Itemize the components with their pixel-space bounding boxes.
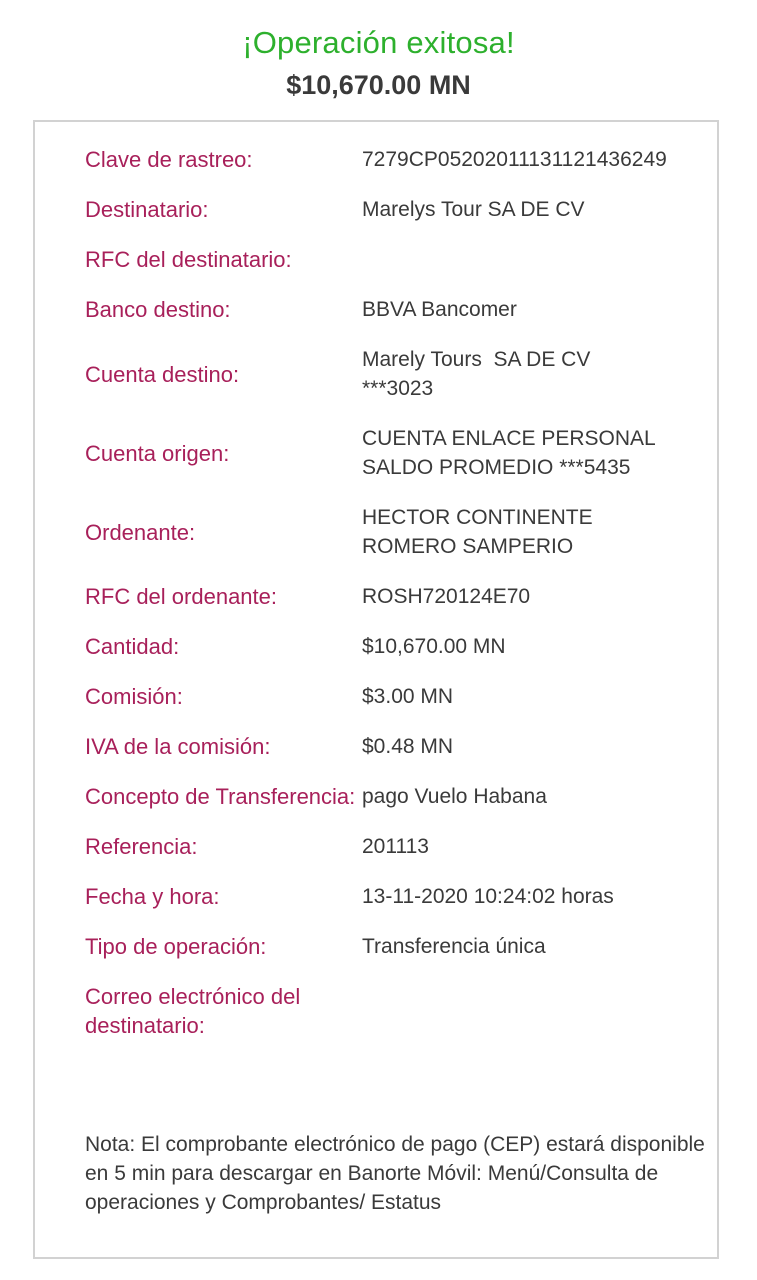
detail-label: RFC del ordenante:: [85, 584, 277, 609]
detail-value: ROSH720124E70: [362, 585, 531, 608]
detail-label: Referencia:: [85, 834, 198, 859]
detail-value: CUENTA ENLACE PERSONAL SALDO PROMEDIO ***5435: [362, 427, 656, 479]
result-header: [0, 0, 757, 105]
detail-value: $3.00 MN: [362, 685, 454, 708]
detail-label: Banco destino:: [85, 297, 231, 322]
detail-value: $0.48 MN: [362, 735, 454, 758]
detail-label: Ordenante:: [85, 519, 196, 545]
detail-value: Marely Tours SA DE CV ***3023: [362, 348, 591, 400]
detail-label: Tipo de operación:: [85, 934, 267, 959]
detail-row-cuenta-destino: [85, 345, 705, 403]
success-title: ¡Operación exitosa!: [242, 25, 515, 60]
detail-value: pago Vuelo Habana: [362, 785, 547, 808]
detail-value: 201113: [362, 835, 429, 858]
detail-label: IVA de la comisión:: [85, 734, 271, 759]
detail-value: Transferencia única: [362, 935, 546, 958]
detail-row-clave-rastreo: [85, 145, 705, 174]
detail-row-concepto: [85, 782, 705, 811]
detail-value: BBVA Bancomer: [362, 298, 517, 321]
detail-value: Marelys Tour SA DE CV: [362, 198, 585, 221]
detail-row-ordenante: [85, 503, 705, 561]
detail-label: Destinatario:: [85, 197, 209, 222]
detail-label: Fecha y hora:: [85, 884, 220, 909]
detail-row-banco-destino: [85, 295, 705, 324]
detail-label: RFC del destinatario:: [85, 247, 292, 272]
detail-label: Comisión:: [85, 684, 183, 709]
detail-row-iva-comision: [85, 732, 705, 761]
detail-row-destinatario: [85, 195, 705, 224]
detail-label: Cuenta destino:: [85, 361, 240, 387]
detail-row-tipo-operacion: [85, 932, 705, 961]
detail-row-cuenta-origen: [85, 424, 705, 482]
detail-row-rfc-destinatario: [85, 245, 705, 274]
cep-note: Nota: El comprobante electrónico de pago (CEP) estará disponible en 5 min para descargar en Banorte Móvil: Menú/Consulta de operaciones y Comprobantes/ Estatus: [85, 1133, 705, 1214]
detail-label: Correo electrónico del destinatario:: [85, 984, 301, 1038]
detail-row-referencia: [85, 832, 705, 861]
transfer-amount: $10,670.00 MN: [286, 70, 471, 100]
detail-row-rfc-ordenante: [85, 582, 705, 611]
detail-value: 7279CP05202011131121436249: [362, 148, 667, 171]
detail-label: Clave de rastreo:: [85, 147, 253, 172]
detail-value: $10,670.00 MN: [362, 635, 506, 658]
detail-value: 13-11-2020 10:24:02 horas: [362, 885, 614, 908]
detail-row-fecha-hora: [85, 882, 705, 911]
detail-row-correo-destinatario: [85, 982, 705, 1040]
detail-row-comision: [85, 682, 705, 711]
detail-label: Cantidad:: [85, 634, 180, 659]
detail-value: HECTOR CONTINENTE ROMERO SAMPERIO: [362, 506, 593, 558]
detail-label: Cuenta origen:: [85, 440, 230, 466]
receipt-card: [33, 120, 719, 1259]
detail-row-cantidad: [85, 632, 705, 661]
detail-label: Concepto de Transferencia:: [85, 784, 356, 809]
receipt-details: [85, 145, 705, 1061]
